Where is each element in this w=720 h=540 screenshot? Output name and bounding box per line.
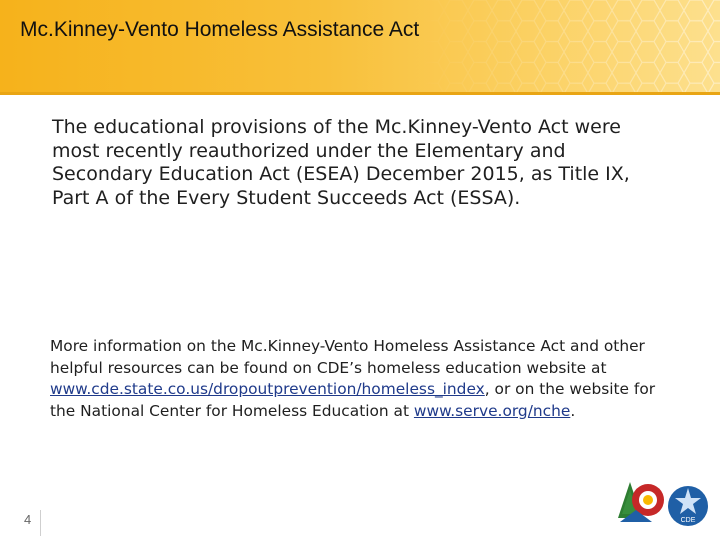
slide-title: Mc.Kinney-Vento Homeless Assistance Act [20,18,420,41]
colorado-logo-icon [618,482,664,522]
footer-logos [612,476,716,532]
main-paragraph: The educational provisions of the Mc.Kinney-Vento Act were most recently reauthorized under the Elementary and Secondary Education Act (ESEA) December 2015, as Title IX, Part A of the Every Student Succeeds Act (ESSA). [52,116,630,209]
cde-homeless-link[interactable]: www.cde.state.co.us/dropoutprevention/homeless_index [50,380,485,398]
nche-link[interactable]: www.serve.org/nche [413,401,571,420]
info-text-1: More information on the Mc.Kinney-Vento Homeless Assistance Act and other helpful resources can be found on CDE’s homeless education website at [50,337,645,377]
cde-logo-icon [668,486,708,526]
header-divider [0,92,720,95]
slide-header [0,0,720,92]
page-number: 4 [24,512,32,527]
info-text-2: , or on the website for the National Center for Homeless Education at [50,380,656,420]
footer-divider [40,510,41,536]
hexagon-pattern-decoration [420,0,720,92]
info-paragraph [50,336,680,422]
info-text-3: . [570,401,576,420]
cde-logo-text: CDE [680,517,696,524]
